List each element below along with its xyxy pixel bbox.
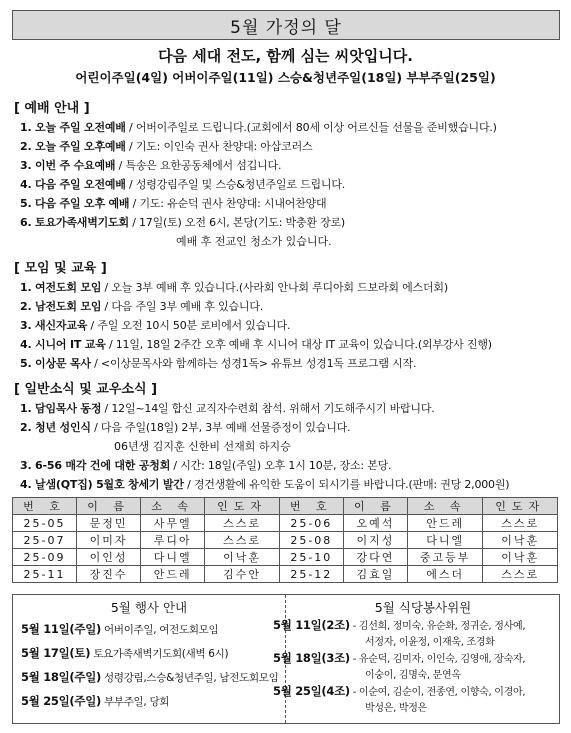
event-item: 5월 18일(주일) 성령강림,스승&청년주일, 남전도회모임	[21, 670, 279, 684]
meeting-item: 1. 여전도회 모임 / 오늘 3부 예배 후 있습니다.(사라회 안나회 루디아회 드보라회 에스더회)	[20, 281, 448, 294]
service-heading: 5월 식당봉사위원	[374, 600, 472, 615]
cell: 오예석	[343, 515, 407, 532]
news-item: 3. 6-56 매각 건에 대한 공청회 / 시간: 18일(주일) 오후 1시 10분, 장소: 본당.	[20, 459, 392, 472]
event-item: 5월 17일(토) 토요가족새벽기도회(새벽 6시)	[21, 646, 229, 660]
cell: 사무엘	[141, 515, 205, 532]
worship-item: 4. 다음 주일 오전예배 / 성령강림주일 및 스승&청년주일로 드립니다.	[20, 178, 346, 191]
event-item: 5월 25일(주일) 부부주일, 당회	[21, 694, 170, 708]
cell: 25-08	[279, 532, 343, 549]
cell: 다니엘	[141, 549, 205, 566]
cell: 안드레	[141, 566, 205, 583]
worship-item: 5. 다음 주일 오후 예배 / 기도: 유순덕 권사 찬양대: 시내어찬양대	[20, 197, 327, 210]
col-header: 인도자	[205, 498, 280, 515]
news-heading: [ 일반소식 및 교우소식 ]	[14, 382, 158, 397]
table-row	[13, 515, 558, 532]
cell: 장진수	[77, 566, 141, 583]
cell: 강다연	[343, 549, 407, 566]
cell: 이낙훈	[483, 532, 558, 549]
worship-item: 3. 이번 주 수요예배 / 특송은 요한공동체에서 섬깁니다.	[20, 159, 282, 172]
cell: 25-12	[279, 566, 343, 583]
cell: 김수안	[205, 566, 280, 583]
meeting-item: 2. 남전도회 모임 / 다음 주일 3부 예배 후 있습니다.	[20, 300, 264, 313]
cell: 이낙훈	[483, 549, 558, 566]
cell: 이인성	[77, 549, 141, 566]
cell: 이미자	[77, 532, 141, 549]
subtitle: 다음 세대 전도, 함께 심는 씨앗입니다.	[158, 47, 413, 65]
worship-item: 2. 오늘 주일 오후예배 / 기도: 이인숙 권사 찬양대: 아삽코러스	[20, 140, 313, 153]
cell: 25-11	[13, 566, 77, 583]
cell: 루디아	[141, 532, 205, 549]
col-header: 번 호	[279, 498, 343, 515]
worship-heading: [ 예배 안내 ]	[14, 101, 90, 116]
table-row	[13, 566, 558, 583]
service-item: 5월 25일(4조) - 이순여, 김순이, 전종연, 이향숙, 이경아, 박성은, 박정은	[273, 684, 526, 714]
col-header: 이 름	[343, 498, 407, 515]
table-row	[13, 532, 558, 549]
news-note: 06년생 김지훈 신한비 선재희 하지승	[114, 440, 291, 453]
cell: 스스로	[483, 566, 558, 583]
table-header-row	[13, 498, 558, 515]
events-heading: 5월 행사 안내	[110, 600, 188, 615]
cell: 에스더	[407, 566, 482, 583]
table-row	[13, 549, 558, 566]
cell: 25-06	[279, 515, 343, 532]
news-item: 1. 담임목사 동정 / 12일~14일 합신 교직자수련회 참석. 위해서 기도해주시기 바랍니다.	[20, 402, 435, 415]
cell: 이지성	[343, 532, 407, 549]
cell: 25-07	[13, 532, 77, 549]
cell: 25-09	[13, 549, 77, 566]
newcomer-table	[12, 497, 558, 583]
cell: 25-10	[279, 549, 343, 566]
event-item: 5월 11일(주일) 어버이주일, 여전도회모임	[21, 622, 219, 636]
cell: 스스로	[483, 515, 558, 532]
meetings-heading: [ 모임 및 교육 ]	[14, 261, 107, 276]
service-item: 5월 18일(3조) - 유순덕, 김미자, 이인숙, 김영애, 장숙자, 이숭이, 김명숙, 문연옥	[273, 651, 526, 681]
news-item: 4. 날샘(QT집) 5월호 창세기 발간 / 경건생활에 유익한 도움이 되시기를 바랍니다.(판매: 권당 2,000원)	[20, 478, 510, 491]
worship-note: 예배 후 전교인 청소가 있습니다.	[176, 235, 332, 248]
cell: 스스로	[205, 515, 280, 532]
cell: 이낙훈	[205, 549, 280, 566]
cell: 25-05	[13, 515, 77, 532]
meeting-item: 5. 이상문 목사 / <이상문목사와 함께하는 성경1독> 유튜브 성경1독 프로그램 시작.	[20, 357, 417, 370]
cell: 중고등부	[407, 549, 482, 566]
meeting-item: 4. 시니어 IT 교육 / 11일, 18일 2주간 오후 예배 후 시니어 대상 IT 교육이 있습니다.(외부강사 진행)	[20, 338, 492, 351]
cell: 다니엘	[407, 532, 482, 549]
sundays-line: 어린이주일(4일) 어버이주일(11일) 스승&청년주일(18일) 부부주일(25일)	[75, 70, 496, 85]
news-item: 2. 청년 성인식 / 다음 주일(18일) 2부, 3부 예배 선물증정이 있습니다.	[20, 421, 351, 434]
cell: 문정민	[77, 515, 141, 532]
meeting-item: 3. 새신자교육 / 주일 오전 10시 50분 로비에서 있습니다.	[20, 319, 291, 332]
col-header: 소 속	[141, 498, 205, 515]
bottom-info-box	[12, 594, 560, 724]
col-header: 인도자	[483, 498, 558, 515]
col-header: 소 속	[407, 498, 482, 515]
col-header: 번 호	[13, 498, 77, 515]
cell: 김효일	[343, 566, 407, 583]
cell: 안드레	[407, 515, 482, 532]
page-title: 5월 가정의 달	[12, 10, 560, 40]
col-header: 이 름	[77, 498, 141, 515]
worship-item: 6. 토요가족새벽기도회 / 17일(토) 오전 6시, 본당(기도: 박충환 장로)	[20, 216, 346, 229]
cell: 스스로	[205, 532, 280, 549]
worship-item: 1. 오늘 주일 오전예배 / 어버이주일로 드립니다.(교회에서 80세 이상 어르신들 선물을 준비했습니다.)	[20, 121, 497, 134]
service-item: 5월 11일(2조) - 김선희, 정미숙, 유순화, 정귀순, 정사예, 서정자, 이윤정, 이재욱, 조경화	[273, 618, 526, 648]
